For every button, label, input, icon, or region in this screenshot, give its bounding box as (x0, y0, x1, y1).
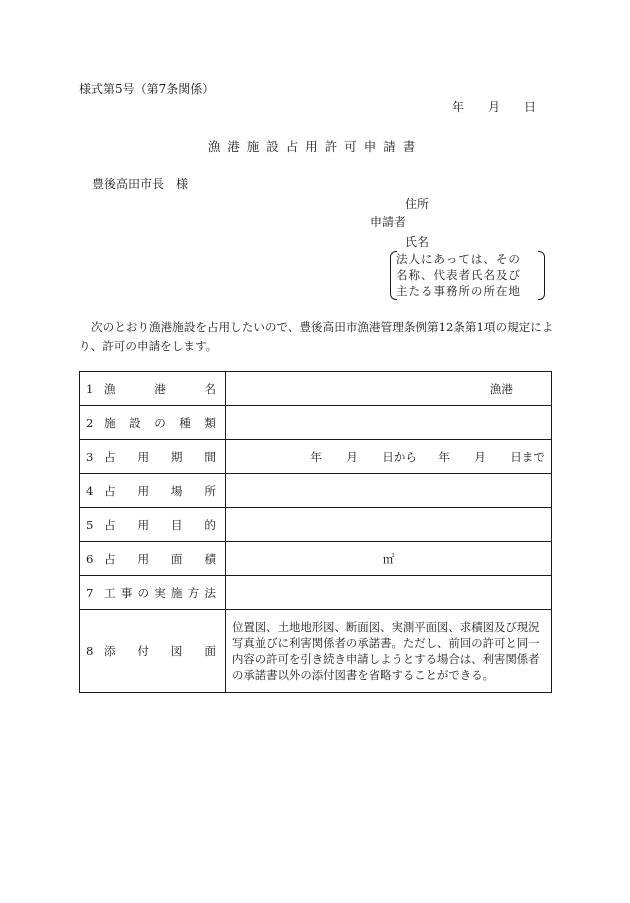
period-part: 日まで (510, 449, 545, 464)
table-row (80, 474, 552, 508)
row-label-char: 用 (137, 449, 150, 464)
row-label (104, 585, 216, 601)
row-label-char: 実 (154, 585, 166, 600)
row-value-cell[interactable] (226, 406, 552, 440)
row-number: 6 (86, 551, 94, 566)
row-label-cell (80, 576, 226, 610)
corporation-note (396, 251, 539, 299)
date-month: 月 (488, 100, 501, 114)
row-label-char: 占 (104, 449, 116, 464)
row-label-char: 用 (137, 483, 150, 498)
row-label-char: 面 (170, 551, 183, 566)
row-label (104, 643, 216, 659)
table-row (80, 406, 552, 440)
table-row (80, 508, 552, 542)
period-part: 日から (382, 449, 417, 464)
row-label-char: 占 (104, 517, 116, 532)
row-label-char: 添 (104, 644, 116, 658)
row-label-char: 的 (204, 517, 216, 532)
row-label-char: 方 (187, 585, 200, 600)
intro-paragraph: 次のとおり漁港施設を占用したいので、豊後高田市漁港管理条例第12条第1項の規定により、許可の申請をします。 (79, 320, 554, 353)
row-number: 5 (86, 517, 94, 532)
row-label-char: 占 (104, 483, 116, 498)
row-label (104, 381, 216, 397)
row-label (104, 483, 216, 499)
row-label-char: 類 (204, 415, 216, 430)
name-label: 氏名 (405, 235, 430, 249)
row-label-cell (80, 542, 226, 576)
row-label-char: 図 (170, 644, 183, 658)
corp-note-line: 主たる事務所の所在地 (396, 284, 521, 298)
period-part: 年 (310, 449, 322, 464)
table-row (80, 542, 552, 576)
table-row (80, 372, 552, 406)
row-label-char: 付 (137, 644, 150, 658)
table-row (80, 610, 552, 693)
row-value-cell[interactable]: ㎡ (226, 542, 552, 576)
table-row (80, 440, 552, 474)
period-part: 月 (474, 449, 486, 464)
addressee: 豊後高田市長 様 (92, 177, 189, 191)
row-number: 1 (86, 381, 94, 396)
row-label (104, 517, 216, 533)
row-label (104, 415, 216, 431)
row-label-cell (80, 406, 226, 440)
row-label-char: 用 (137, 517, 150, 532)
row-label-char: 目 (170, 517, 183, 532)
row-number: 2 (86, 415, 94, 430)
address-label: 住所 (405, 197, 430, 211)
corp-note-line: 名称、代表者氏名及び (396, 268, 521, 282)
row-label-char: 所 (204, 483, 216, 498)
row-value-cell[interactable] (226, 440, 552, 474)
date-day: 日 (524, 100, 537, 114)
row-label-cell (80, 508, 226, 542)
row-label-char: 占 (104, 551, 116, 566)
table-row (80, 576, 552, 610)
row-label (104, 551, 216, 567)
row-label-char: 施 (104, 415, 116, 430)
row-value-cell[interactable] (226, 508, 552, 542)
form-number: 様式第5号（第7条関係） (79, 82, 215, 96)
row-value-cell[interactable]: 位置図、土地地形図、断面図、実測平面図、求積図及び現況写真並びに利害関係者の承諾書。ただし、前回の許可と同一内容の許可を引き続き申請しようとする場合は、利害関係者の承諾書以外の添付図書を省略することができる。 (226, 610, 552, 693)
row-label-char: 場 (170, 483, 183, 498)
row-label-char: 積 (204, 551, 216, 566)
document-title: 漁港施設占用許可申請書 (207, 139, 423, 154)
row-label-char: 港 (154, 381, 166, 396)
applicant-label: 申請者 (370, 215, 407, 229)
row-label-char: 法 (204, 585, 216, 600)
row-label-char: 事 (120, 585, 133, 600)
row-label-char: 名 (204, 381, 216, 396)
period-part: 月 (346, 449, 358, 464)
row-label-char: 漁 (104, 381, 116, 396)
row-label-cell (80, 440, 226, 474)
row-number: 8 (86, 644, 94, 658)
application-table (79, 371, 552, 693)
row-label-char: 面 (204, 644, 216, 658)
row-label-char: 施 (170, 585, 183, 600)
row-number: 3 (86, 449, 94, 464)
row-label-char: 設 (129, 415, 141, 430)
date-line (452, 98, 536, 115)
row-label-char: 期 (170, 449, 183, 464)
period-part: 年 (438, 449, 450, 464)
row-value-cell[interactable]: 漁港 (226, 372, 552, 406)
row-label-cell (80, 474, 226, 508)
corp-note-line: 法人にあっては、その (396, 252, 521, 266)
row-label-cell (80, 610, 226, 693)
row-value-cell[interactable] (226, 474, 552, 508)
row-value-cell[interactable] (226, 576, 552, 610)
row-label-char: 用 (137, 551, 150, 566)
row-label-char: 種 (179, 415, 191, 430)
row-label-char: 間 (204, 449, 216, 464)
row-label (104, 449, 216, 465)
row-number: 4 (86, 483, 94, 498)
row-number: 7 (86, 585, 94, 600)
row-label-char: 工 (104, 585, 116, 600)
row-label-char: の (154, 415, 166, 430)
date-year: 年 (452, 100, 465, 114)
row-label-char: の (137, 585, 150, 600)
row-label-cell (80, 372, 226, 406)
